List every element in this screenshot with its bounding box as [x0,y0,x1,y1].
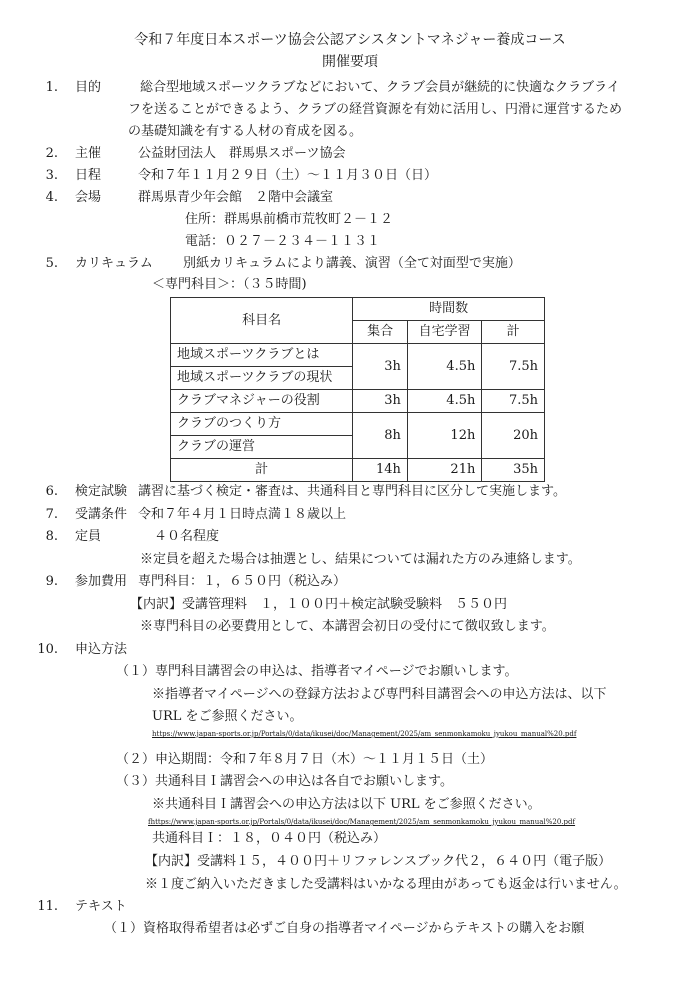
section-3-number: 3. [45,168,58,183]
section-1-text-line-3: の基礎知識を有する人材の育成を図る。 [128,124,363,139]
capacity-note: ※定員を超えた場合は抽選とし、結果については漏れた方のみ連絡します。 [140,552,581,567]
text-item-1: （１）資格取得希望者は必ずご自身の指導者マイページからテキストの購入をお願 [104,921,585,936]
total-home-cell: 21h [407,459,481,482]
section-8-label: 定員 [75,529,102,544]
section-9-number: 9. [45,574,58,589]
document-subtitle: 開催要項 [322,54,378,70]
header-total: 計 [482,321,545,344]
section-2-label: 主催 [75,146,102,161]
section-2-number: 2. [45,146,58,161]
table-total-row [171,459,545,482]
total-hours-cell: 7.5h [482,344,545,390]
header-subject: 科目名 [171,298,353,344]
section-10-label: 申込方法 [75,642,128,657]
section-11-number: 11. [37,899,58,914]
section-6-number: 6. [45,484,58,499]
common-subject-breakdown: 【内訳】受講料１５，４００円＋リファレンスブック代２，６４０円（電子版） [145,854,612,869]
subject-cell: クラブのつくり方 [171,413,353,436]
home-hours-cell: 4.5h [407,390,481,413]
total-group-cell: 14h [353,459,408,482]
refund-note: ※１度ご納入いただきました受講料はいかなる理由があっても返金は行いません。 [145,877,627,892]
section-3-label: 日程 [75,168,102,183]
section-2-text: 公益財団法人 群馬県スポーツ協会 [138,146,346,161]
manual-url-link[interactable]: https://www.japan-sports.or.jp/Portals/0/data/ikusei/doc/Management/2025/am_senmonkamoku_jyukou_manual%20.pdf [152,730,577,738]
header-home: 自宅学習 [407,321,481,344]
section-3-text: 令和７年１１月２９日（土）～１１月３０日（日） [138,168,438,183]
header-group: 集合 [353,321,408,344]
group-hours-cell: 3h [353,390,408,413]
section-8-number: 8. [45,529,58,544]
total-total-cell: 35h [482,459,545,482]
section-6-label: 検定試験 [75,484,128,499]
subject-cell: 地域スポーツクラブとは [171,344,353,367]
header-hours: 時間数 [353,298,545,321]
application-period: （２）申込期間：令和７年８月７日（木）～１１月１５日（土） [116,752,494,767]
capacity-text: ４０名程度 [154,529,220,544]
section-1-number: 1. [45,80,58,95]
section-1-text-line-1: 総合型地域スポーツクラブなどにおいて、クラブ会員が継続的に快適なクラブライ [140,80,620,95]
section-4-number: 4. [45,190,58,205]
section-1-text-line-2: フを送ることができるよう、クラブの経営資源を有効に活用し、円滑に運営するため [128,102,623,117]
total-hours-cell: 7.5h [482,390,545,413]
common-subject-url-link[interactable]: fhttps://www.japan-sports.or.jp/Portals/0/data/ikusei/doc/Management/2025/am_senmonkamoku_jyukou_manual%20.pdf [148,818,576,826]
home-hours-cell: 4.5h [407,344,481,390]
section-7-label: 受講条件 [75,507,128,522]
total-hours-cell: 20h [482,413,545,459]
section-10-number: 10. [37,642,58,657]
section-9-label: 参加費用 [75,574,128,589]
document-title: 令和７年度日本スポーツ協会公認アシスタントマネジャー養成コース [134,32,566,48]
subject-cell: クラブの運営 [171,436,353,459]
section-5-label: カリキュラム [75,256,153,271]
table-row [171,413,545,436]
venue-address: 住所：群馬県前橋市荒牧町２－１２ [185,212,394,227]
curriculum-table [170,297,545,482]
application-item-3-note: ※共通科目Ｉ講習会への申込方法は以下 URL をご参照ください。 [152,797,541,812]
section-6-text: 講習に基づく検定・審査は、共通科目と専門科目に区分して実施します。 [138,484,566,499]
application-item-1-note-line-1: ※指導者マイページへの登録方法および専門科目講習会への申込方法は、以下 [152,687,607,702]
common-subject-fee: 共通科目Ｉ：１８，０４０円（税込み） [152,831,387,846]
venue-name: 群馬県青少年会館 ２階中会議室 [138,190,334,205]
section-7-text: 令和７年４月１日時点満１８歳以上 [138,507,347,522]
application-item-1: （１）専門科目講習会の申込は、指導者マイページでお願いします。 [116,664,518,679]
home-hours-cell: 12h [407,413,481,459]
group-hours-cell: 3h [353,344,408,390]
section-4-label: 会場 [75,190,102,205]
table-row [171,390,545,413]
total-label-cell: 計 [171,459,353,482]
table-row [171,344,545,367]
application-item-1-note-line-2: URL をご参照ください。 [152,709,303,724]
section-7-number: 7. [45,507,58,522]
subject-cell: クラブマネジャーの役割 [171,390,353,413]
application-item-3: （３）共通科目Ｉ講習会への申込は各自でお願いします。 [116,774,453,789]
venue-phone: 電話：０２７－２３４－１１３１ [185,234,381,249]
group-hours-cell: 8h [353,413,408,459]
fee-breakdown: 【内訳】受講管理料 １，１００円＋検定試験受験料 ５５０円 [130,597,508,612]
curriculum-table-caption: ＜専門科目＞：（３５時間) [152,277,307,292]
section-5-number: 5. [45,256,58,271]
section-5-text: 別紙カリキュラムにより講義、演習（全て対面型で実施） [183,256,521,271]
section-1-label: 目的 [75,80,102,95]
subject-cell: 地域スポーツクラブの現状 [171,367,353,390]
section-11-label: テキスト [75,899,127,914]
fee-note: ※専門科目の必要費用として、本講習会初日の受付にて徴収致します。 [140,619,555,634]
fee-text: 専門科目：１，６５０円（税込み） [138,574,347,589]
